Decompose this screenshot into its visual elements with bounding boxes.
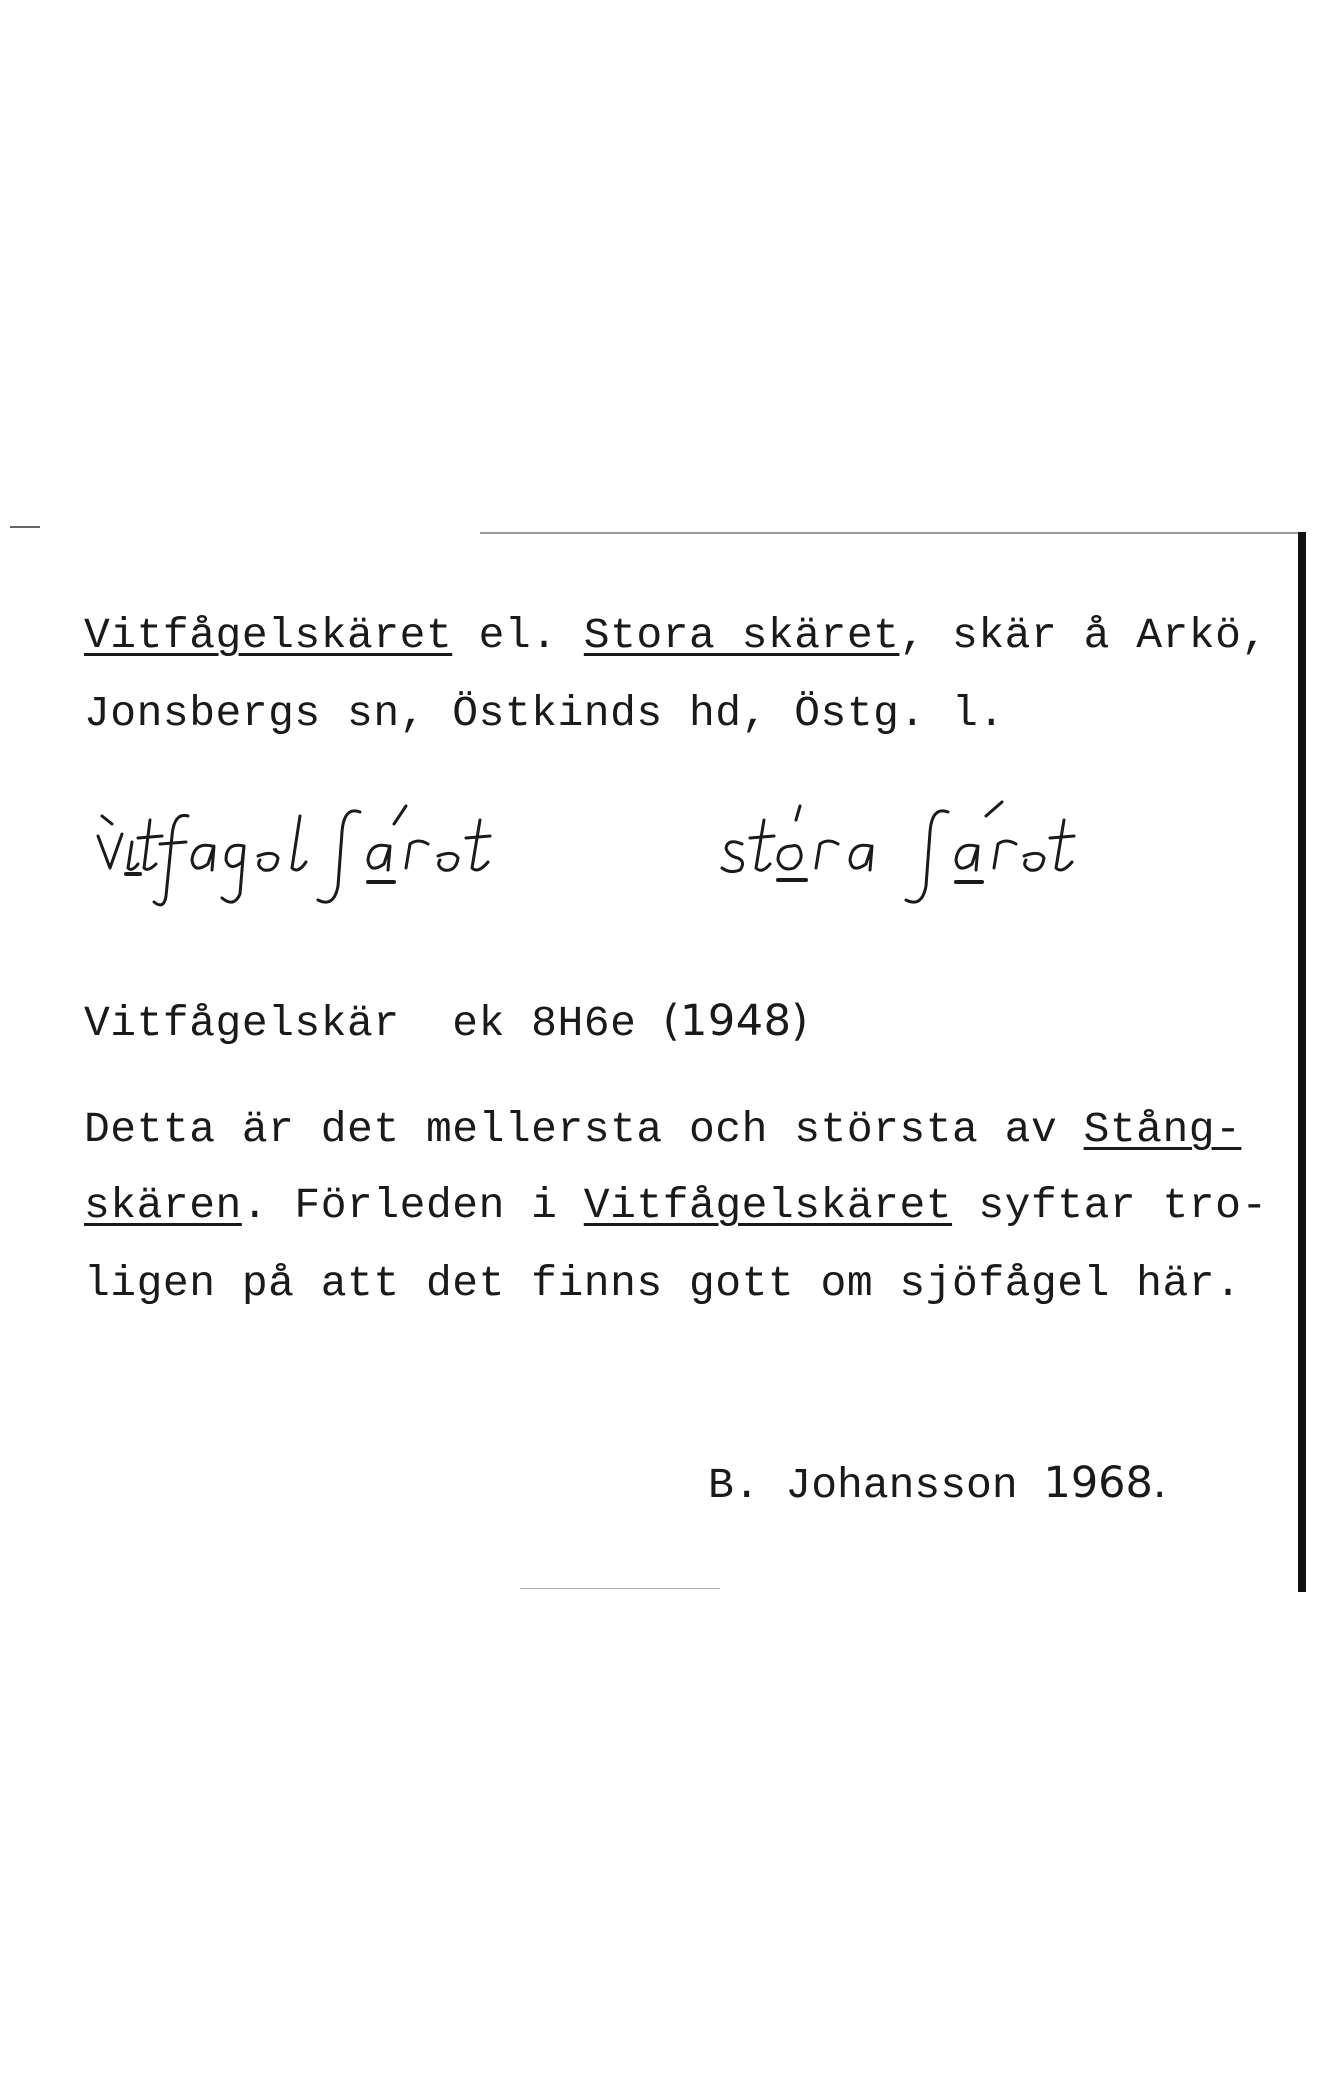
card-top-edge [480, 532, 1300, 534]
map-name: Vitfågelskär [84, 999, 400, 1048]
body-reference: skären [84, 1181, 242, 1230]
body-line-1 [84, 1105, 1242, 1154]
map-reference [84, 996, 809, 1048]
heading-line-2: Jonsbergs sn, Östkinds hd, Östg. l. [84, 689, 1005, 738]
place-name-primary: Vitfågelskäret [84, 611, 453, 660]
heading-separator: el. [452, 611, 584, 660]
card-bottom-edge [520, 1588, 720, 1589]
signature-year: 1968. [1043, 1458, 1167, 1508]
heading-location: , skär å Arkö, [899, 611, 1268, 660]
body-text: . Förleden i [241, 1181, 584, 1230]
record-card [0, 532, 1338, 1592]
place-name-alternate: Stora skäret [583, 611, 900, 660]
phonetic-form-2 [712, 776, 1132, 916]
body-text: syftar tro- [952, 1181, 1268, 1230]
body-reference: Vitfågelskäret [583, 1181, 953, 1230]
heading-line-1 [84, 611, 1268, 660]
body-text: Detta är det mellersta och största av [84, 1105, 1084, 1154]
author-name: B. Johansson [708, 1461, 1018, 1510]
phonetic-form-1 [88, 776, 568, 916]
body-line-2 [84, 1181, 1268, 1230]
map-sheet: ek 8H6e [452, 999, 637, 1048]
body-line-3: ligen på att det finns gott om sjöfågel här. [84, 1259, 1242, 1308]
card-edge-mark [10, 526, 40, 528]
map-year: (1948) [662, 996, 809, 1046]
body-reference: Stång- [1083, 1105, 1242, 1154]
signature [708, 1458, 1167, 1510]
card-right-edge [1298, 532, 1306, 1592]
